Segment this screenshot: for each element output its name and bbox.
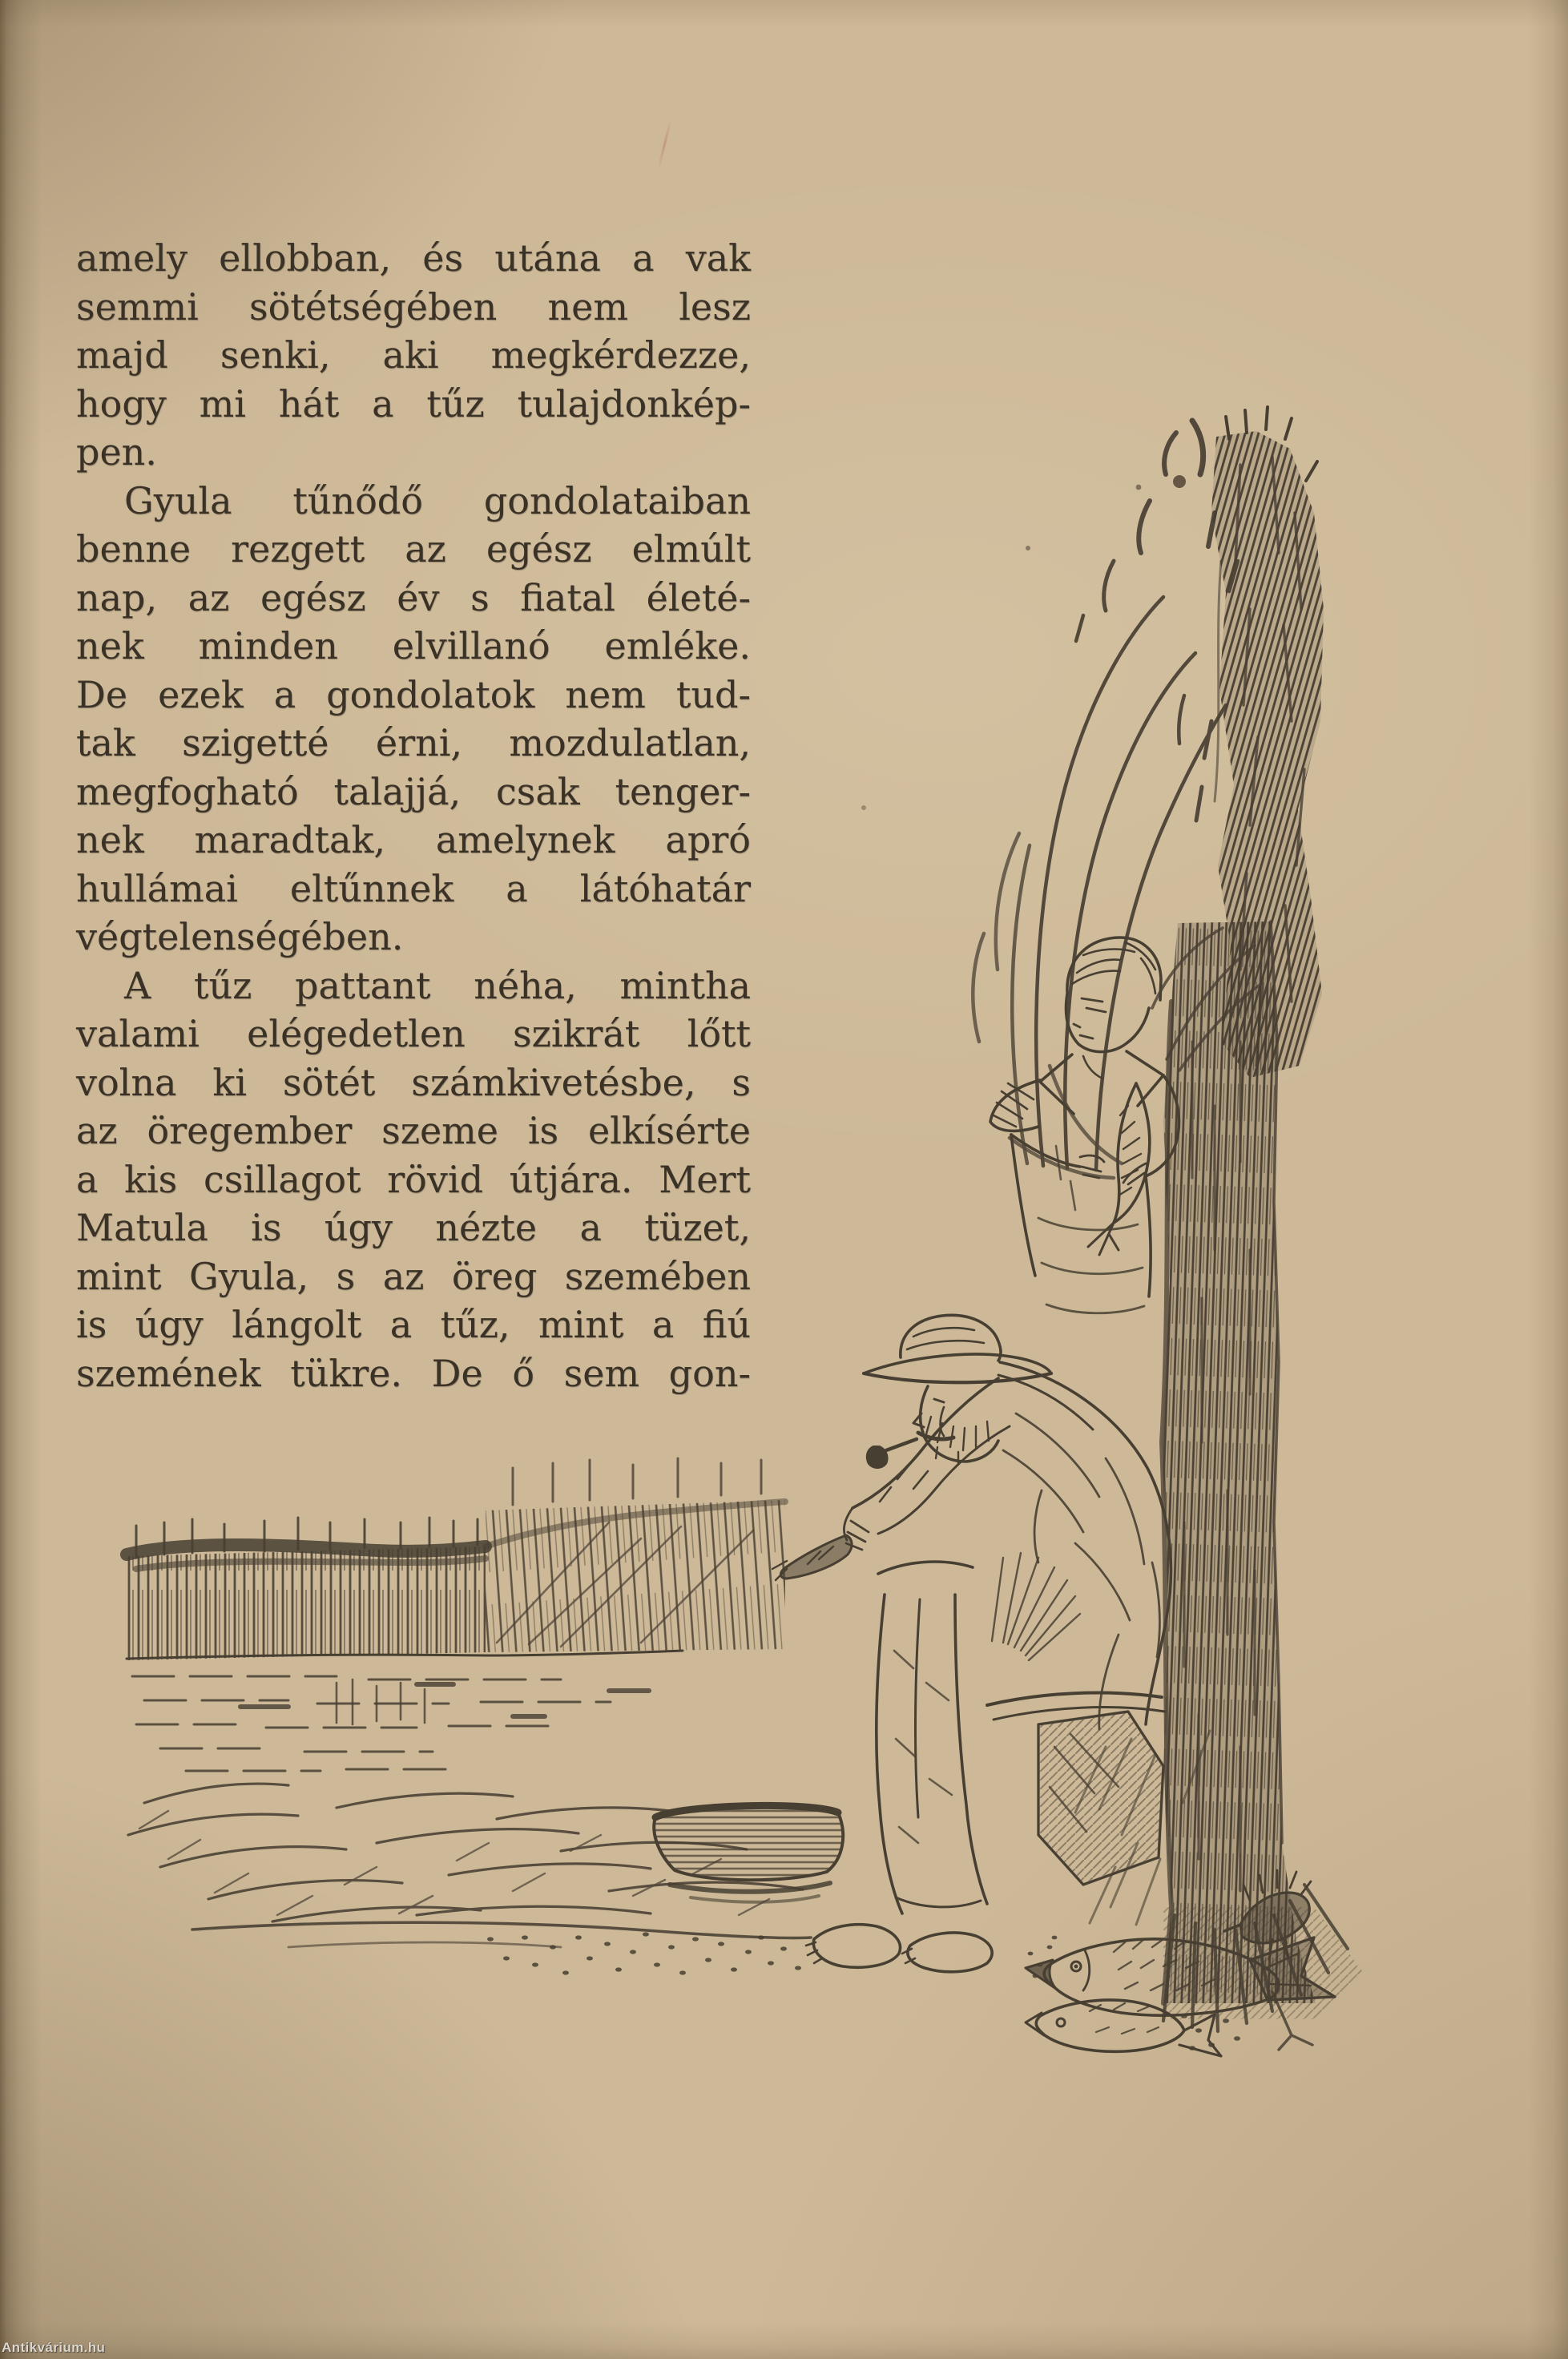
grass-bank-group — [128, 1784, 811, 1947]
text-line: volna ki sötét számkivetésbe, s — [76, 1060, 751, 1104]
old-fisherman-group — [772, 1315, 1171, 1971]
reed-swirls-group — [973, 421, 1238, 1178]
text-line: végtelenségében. — [76, 915, 404, 958]
text-line: is úgy lángolt a tűz, mint a fiú — [76, 1303, 751, 1346]
text-line: semmi sötétségében nem lesz — [76, 284, 751, 329]
paper-scratch-mark — [657, 119, 671, 170]
text-line: az öregember szeme is elkísérte — [76, 1109, 751, 1152]
water-accents-group — [240, 1680, 649, 1724]
reed-bed-group — [127, 1458, 785, 1660]
text-line: hullámai eltűnnek a látóhatár — [76, 866, 751, 910]
text-line: a kis csillagot rövid útjára. Mert — [76, 1157, 751, 1201]
text-line: pen. — [76, 430, 157, 474]
text-line: nek minden elvillanó emléke. — [76, 624, 751, 667]
text-line: szemének tükre. De ő sem gon- — [76, 1351, 751, 1395]
text-line: De ezek a gondolatok nem tud- — [76, 672, 751, 716]
page-text-column — [76, 234, 751, 1397]
bird-group — [1224, 1870, 1312, 2050]
text-line-paragraph-start: A tűz pattant néha, mintha — [124, 963, 751, 1007]
text-line: megfogható talajjá, csak tenger- — [76, 769, 751, 813]
text-line: nap, az egész év s fiatal életé- — [76, 575, 751, 619]
text-line: tak szigetté érni, mozdulatlan, — [76, 721, 751, 764]
water-ripples-group — [132, 1676, 611, 1771]
text-line: mint Gyula, s az öreg szemében — [76, 1254, 751, 1298]
antikvarium-watermark: Antikvárium.hu — [2, 2340, 106, 2355]
text-line: benne rezgett az egész elmúlt — [76, 527, 751, 571]
feed-dots-group — [487, 1932, 1240, 2050]
reed-plume-group — [1211, 407, 1324, 1078]
boy-cleaning-fish-group — [990, 928, 1261, 1313]
cooking-pan-group — [654, 1805, 843, 1901]
fish-on-ground-group — [1026, 1938, 1335, 2056]
text-line: hogy mi hát a tűz tulajdonkép- — [76, 381, 751, 425]
tree-trunk-group — [1075, 921, 1364, 2031]
text-line: majd senki, aki megkérdezze, — [76, 333, 751, 377]
text-line: valami elégedetlen szikrát lőtt — [76, 1012, 751, 1055]
text-line-paragraph-start: Gyula tűnődő gondolataiban — [124, 478, 751, 522]
text-line: amely ellobban, és utána a vak — [76, 236, 751, 280]
text-line: Matula is úgy nézte a tüzet, — [76, 1206, 751, 1249]
text-line: nek maradtak, amelynek apró — [76, 818, 751, 861]
